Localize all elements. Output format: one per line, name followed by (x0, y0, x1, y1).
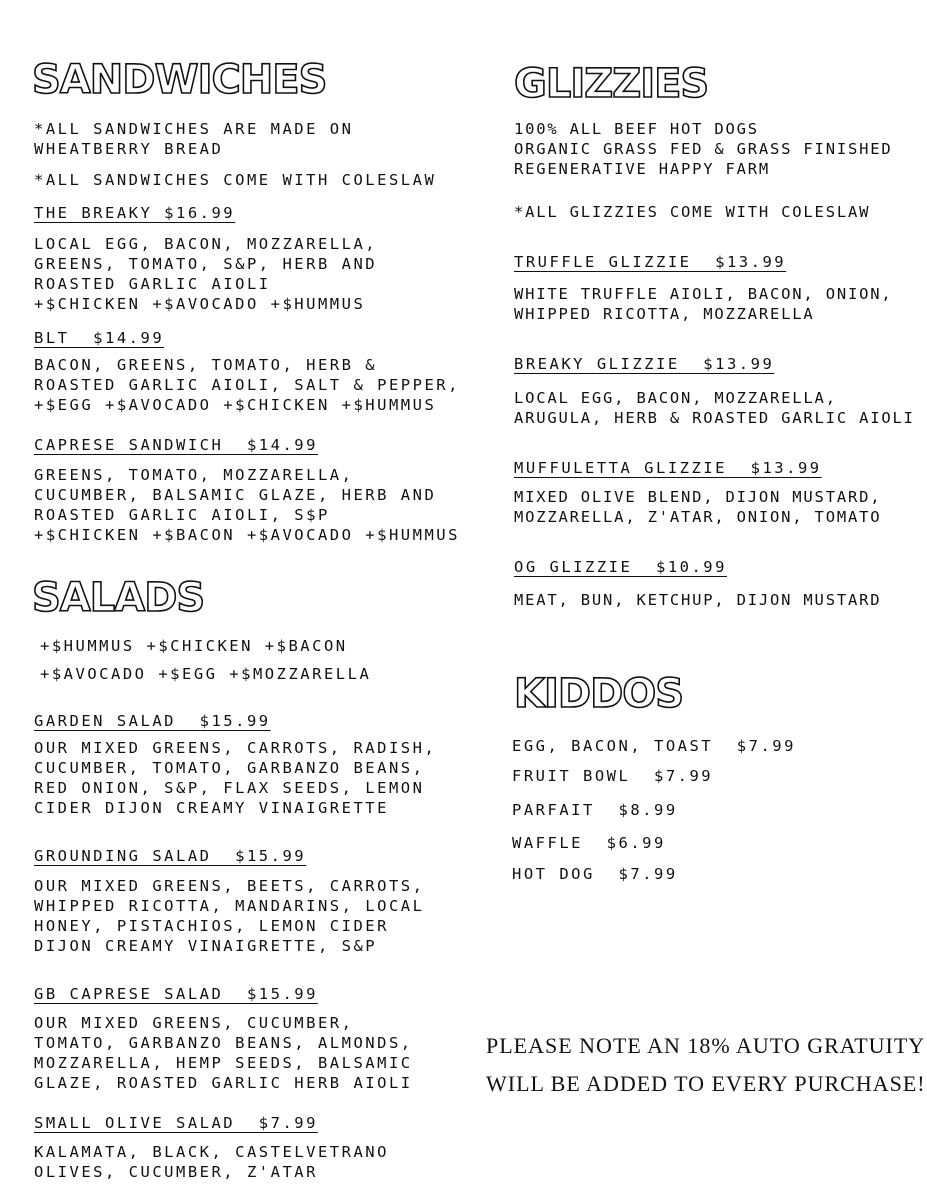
glizzies-note-coleslaw: *ALL GLIZZIES COME WITH COLESLAW (514, 203, 871, 221)
item-desc-og-glizzie: MEAT, BUN, KETCHUP, DIJON MUSTARD (514, 591, 882, 609)
item-title-the-breaky: THE BREAKY $16.99 (34, 204, 236, 222)
item-title-gb-caprese-salad: GB CAPRESE SALAD $15.99 (34, 985, 318, 1003)
salads-heading: SALADS (32, 575, 205, 621)
item-title-garden-salad: GARDEN SALAD $15.99 (34, 712, 271, 730)
kiddos-heading: KIDDOS (514, 671, 684, 717)
item-desc-caprese-sandwich: GREENS, TOMATO, MOZZARELLA, CUCUMBER, BALSAMIC GLAZE, HERB AND ROASTED GARLIC AIOLI, S$P +$CHICKEN +$BACON +$AVOCADO +$HUMMUS (34, 466, 460, 544)
item-desc-grounding-salad: OUR MIXED GREENS, BEETS, CARROTS, WHIPPED RICOTTA, MANDARINS, LOCAL HONEY, PISTACHIOS, LEMON CIDER DIJON CREAMY VINAIGRETTE, S&P (34, 877, 425, 955)
kiddos-item-fruit-bowl: FRUIT BOWL $7.99 (512, 767, 714, 785)
item-title-grounding-salad: GROUNDING SALAD $15.99 (34, 847, 307, 865)
salads-addons-line1: +$HUMMUS +$CHICKEN +$BACON (40, 637, 348, 655)
gratuity-notice-line2: WILL BE ADDED TO EVERY PURCHASE! (486, 1071, 926, 1096)
item-desc-gb-caprese-salad: OUR MIXED GREENS, CUCUMBER, TOMATO, GARBANZO BEANS, ALMONDS, MOZZARELLA, HEMP SEEDS, BALSAMIC GLAZE, ROASTED GARLIC HERB AIOLI (34, 1014, 413, 1092)
kiddos-item-waffle: WAFFLE $6.99 (512, 834, 666, 852)
sandwiches-heading: SANDWICHES (32, 57, 327, 103)
salads-addons-line2: +$AVOCADO +$EGG +$MOZZARELLA (40, 665, 372, 683)
glizzies-intro: 100% ALL BEEF HOT DOGS ORGANIC GRASS FED & GRASS FINISHED REGENERATIVE HAPPY FARM (514, 120, 893, 178)
item-desc-muffuletta-glizzie: MIXED OLIVE BLEND, DIJON MUSTARD, MOZZARELLA, Z'ATAR, ONION, TOMATO (514, 488, 882, 526)
gratuity-notice-line1: PLEASE NOTE AN 18% AUTO GRATUITY (486, 1033, 926, 1058)
item-desc-truffle-glizzie: WHITE TRUFFLE AIOLI, BACON, ONION, WHIPPED RICOTTA, MOZZARELLA (514, 285, 893, 323)
sandwiches-note-coleslaw: *ALL SANDWICHES COME WITH COLESLAW (34, 171, 437, 189)
item-title-blt: BLT $14.99 (34, 329, 165, 347)
glizzies-heading: GLIZZIES (514, 61, 709, 107)
item-title-small-olive-salad: SMALL OLIVE SALAD $7.99 (34, 1114, 318, 1132)
kiddos-item-egg-bacon-toast: EGG, BACON, TOAST $7.99 (512, 737, 796, 755)
item-title-caprese-sandwich: CAPRESE SANDWICH $14.99 (34, 436, 318, 454)
item-desc-blt: BACON, GREENS, TOMATO, HERB & ROASTED GARLIC AIOLI, SALT & PEPPER, +$EGG +$AVOCADO +$CHICKEN +$HUMMUS (34, 356, 460, 414)
item-title-muffuletta-glizzie: MUFFULETTA GLIZZIE $13.99 (514, 459, 822, 477)
sandwiches-note-bread: *ALL SANDWICHES ARE MADE ON WHEATBERRY BREAD (34, 120, 354, 158)
kiddos-item-parfait: PARFAIT $8.99 (512, 801, 678, 819)
item-title-breaky-glizzie: BREAKY GLIZZIE $13.99 (514, 355, 775, 373)
item-title-truffle-glizzie: TRUFFLE GLIZZIE $13.99 (514, 253, 787, 271)
item-desc-small-olive-salad: KALAMATA, BLACK, CASTELVETRANO OLIVES, CUCUMBER, Z'ATAR (34, 1143, 389, 1181)
kiddos-item-hot-dog: HOT DOG $7.99 (512, 865, 678, 883)
item-title-og-glizzie: OG GLIZZIE $10.99 (514, 558, 727, 576)
item-desc-the-breaky: LOCAL EGG, BACON, MOZZARELLA, GREENS, TOMATO, S&P, HERB AND ROASTED GARLIC AIOLI +$CHICKEN +$AVOCADO +$HUMMUS (34, 235, 378, 313)
item-desc-garden-salad: OUR MIXED GREENS, CARROTS, RADISH, CUCUMBER, TOMATO, GARBANZO BEANS, RED ONION, S&P, FLAX SEEDS, LEMON CIDER DIJON CREAMY VINAIGRETTE (34, 739, 437, 817)
item-desc-breaky-glizzie: LOCAL EGG, BACON, MOZZARELLA, ARUGULA, HERB & ROASTED GARLIC AIOLI (514, 389, 915, 427)
